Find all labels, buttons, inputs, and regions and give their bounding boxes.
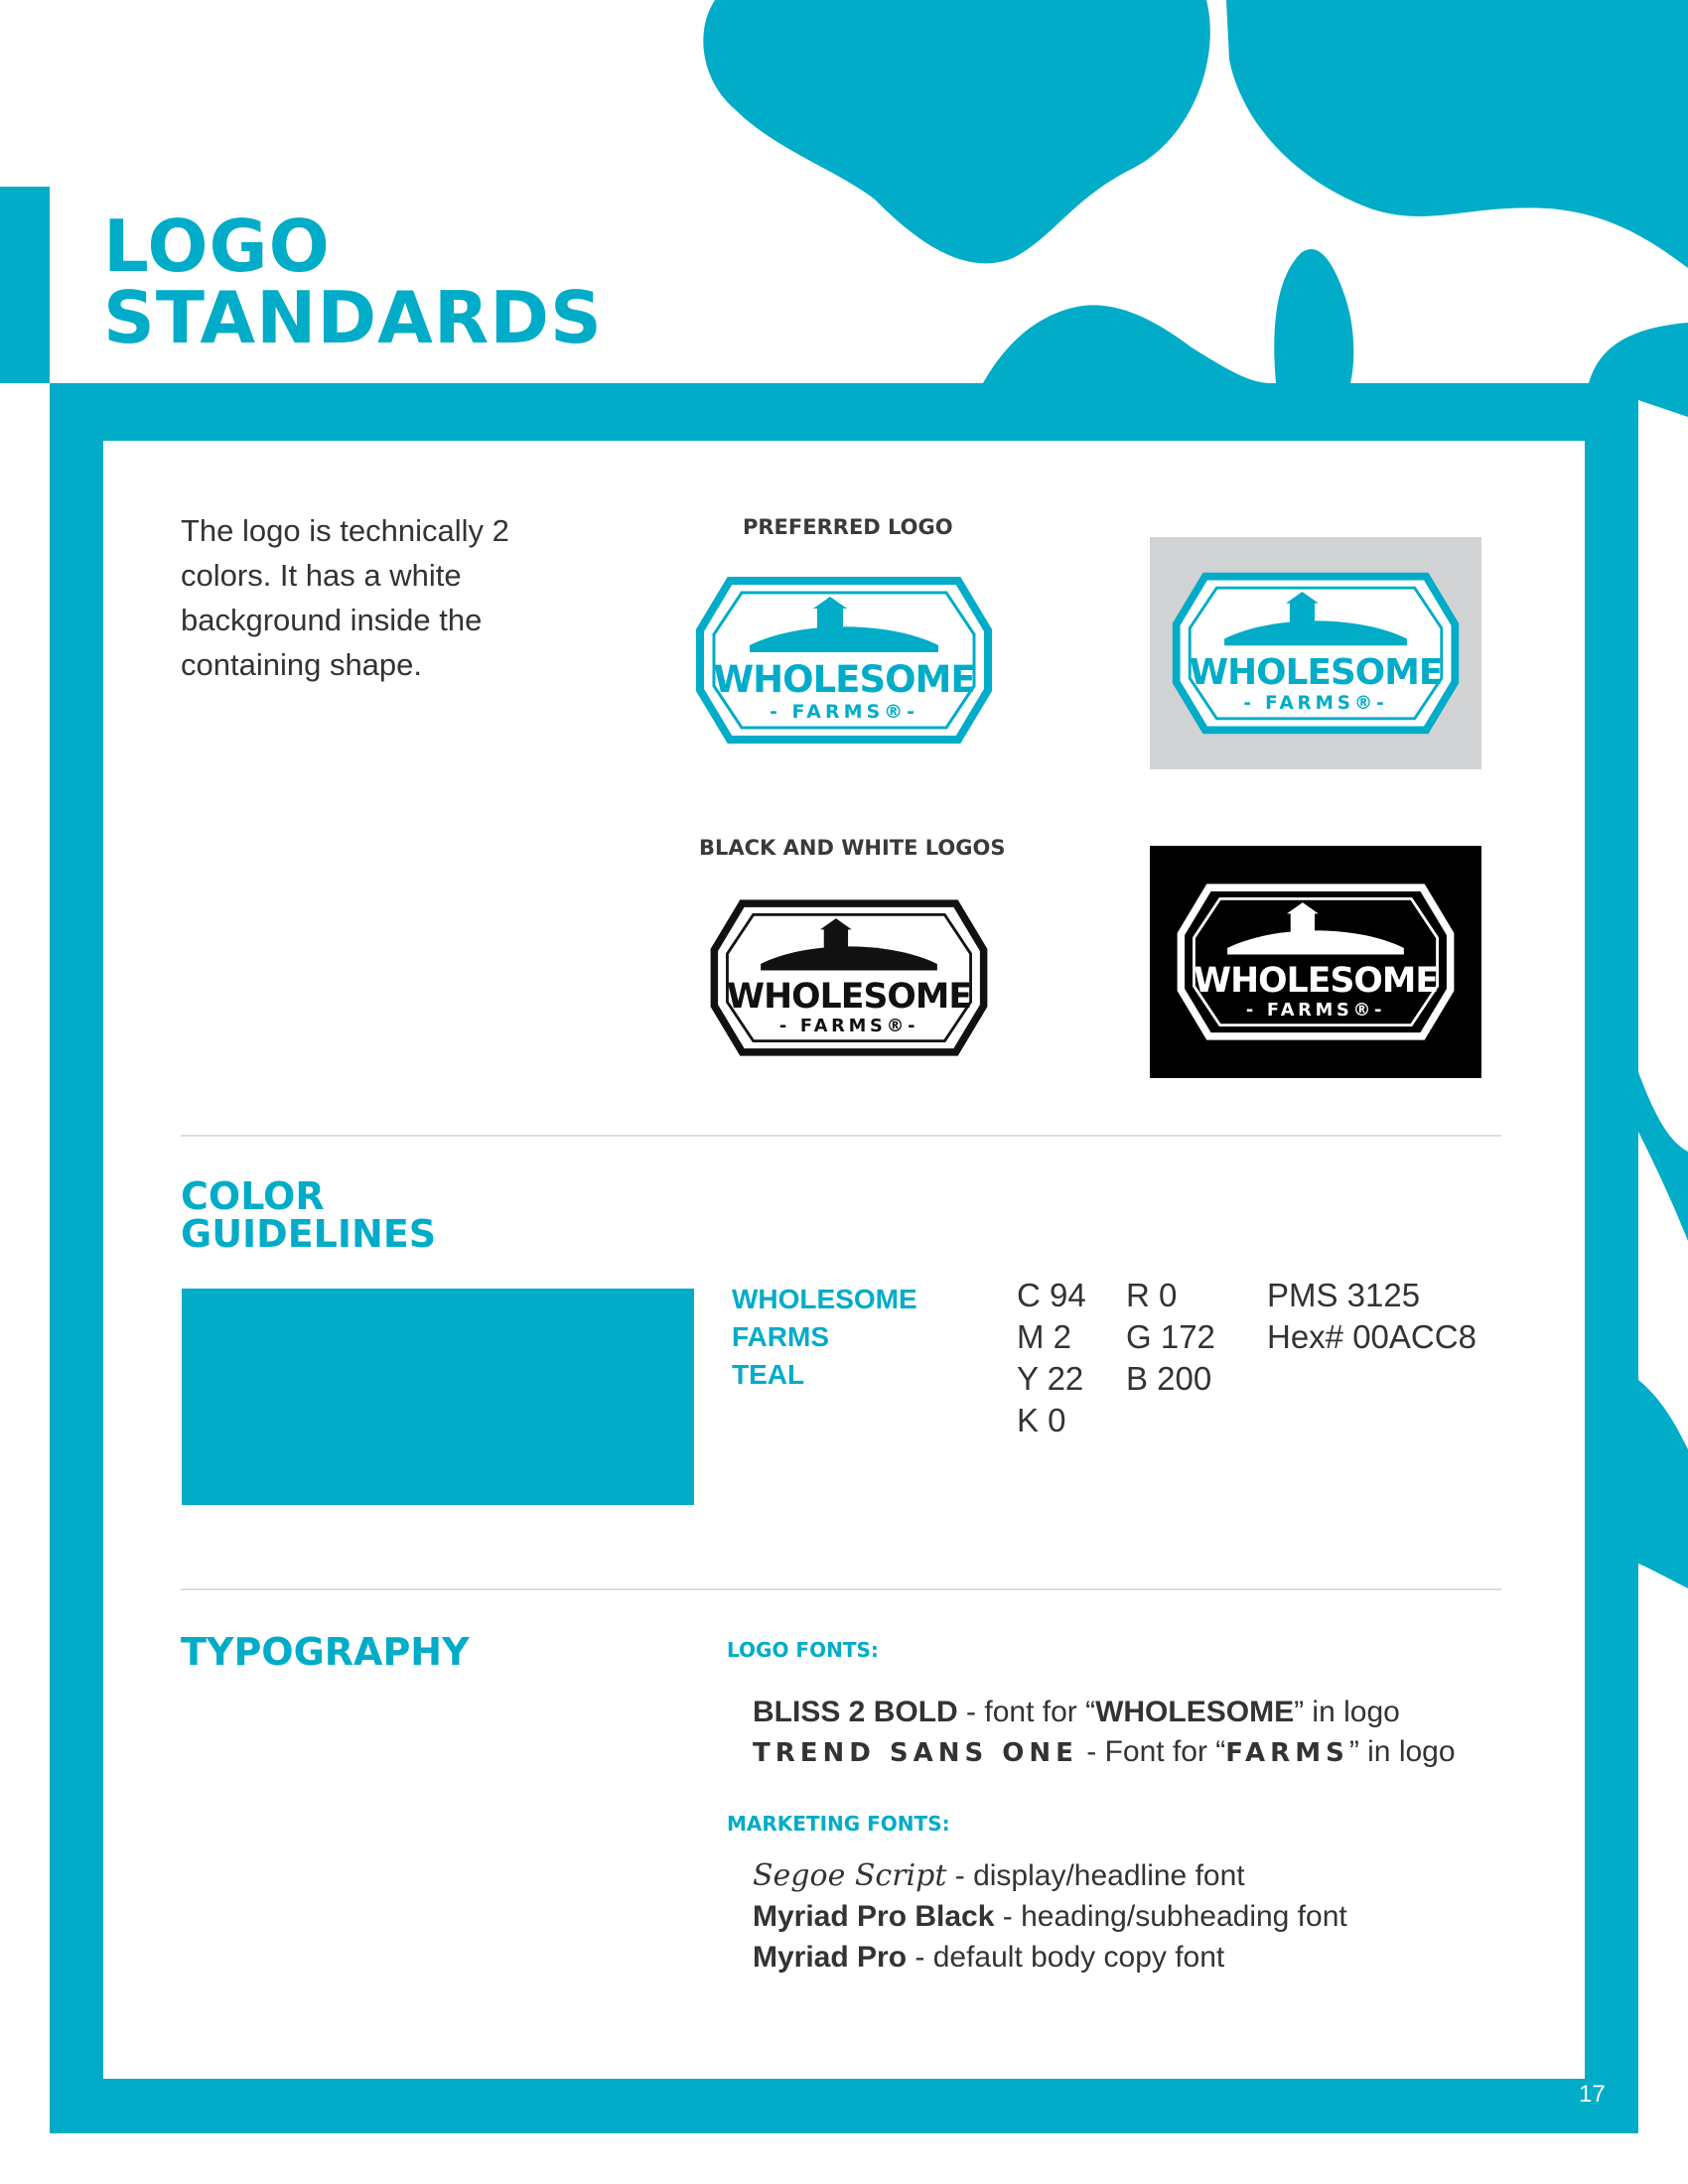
rgb-values bbox=[1126, 1275, 1215, 1400]
font-name: Myriad Pro bbox=[753, 1941, 908, 1974]
cow-spot-top-right bbox=[1226, 0, 1688, 268]
marketing-font-myriad bbox=[753, 1938, 1224, 1978]
rgb-b: B 200 bbox=[1126, 1360, 1212, 1397]
page-number: 17 bbox=[1579, 2081, 1606, 2108]
cow-spot-ear bbox=[1274, 249, 1353, 383]
color-heading-line-1: COLOR bbox=[181, 1174, 325, 1218]
font-name: Myriad Pro Black bbox=[753, 1900, 995, 1933]
logo-brand-main: WHOLESOME bbox=[1193, 960, 1439, 1001]
font-desc: - default body copy font bbox=[907, 1941, 1225, 1974]
logo-brand-main: WHOLESOME bbox=[713, 658, 975, 701]
font-target: FARMS bbox=[1225, 1738, 1349, 1768]
marketing-font-segoe bbox=[753, 1856, 1245, 1896]
section-divider bbox=[181, 1135, 1501, 1137]
title-line-1: LOGO bbox=[103, 205, 331, 288]
font-name: TREND SANS ONE bbox=[753, 1738, 1078, 1768]
wholesome-farms-logo-icon bbox=[1167, 556, 1465, 751]
logo-teal-on-white bbox=[678, 544, 1010, 776]
font-desc: - font for “ bbox=[957, 1696, 1096, 1728]
color-name-line-1: WHOLESOME bbox=[732, 1284, 917, 1314]
cmyk-k: K 0 bbox=[1017, 1402, 1066, 1438]
section-divider bbox=[181, 1588, 1501, 1590]
logo-brand-sub: - FARMS®- bbox=[1245, 1001, 1386, 1022]
font-desc: - display/headline font bbox=[946, 1859, 1245, 1892]
cow-spot-top bbox=[703, 0, 1210, 263]
pms-value: PMS 3125 bbox=[1267, 1277, 1421, 1313]
logo-teal-on-grey bbox=[1150, 537, 1481, 769]
logo-brand-main: WHOLESOME bbox=[726, 976, 972, 1017]
marketing-fonts-caption: MARKETING FONTS: bbox=[727, 1812, 950, 1836]
logo-fonts-caption: LOGO FONTS: bbox=[727, 1638, 879, 1662]
cmyk-c: C 94 bbox=[1017, 1277, 1086, 1313]
logo-brand-sub: - FARMS®- bbox=[1243, 693, 1388, 715]
cow-spot-mid bbox=[983, 305, 1271, 383]
logo-font-trend bbox=[753, 1732, 1456, 1773]
color-guidelines-heading bbox=[181, 1174, 437, 1256]
bw-logos-caption: BLACK AND WHITE LOGOS bbox=[699, 836, 1006, 860]
hex-value: Hex# 00ACC8 bbox=[1267, 1318, 1477, 1355]
cow-spot-right-bottom bbox=[1638, 1380, 1688, 1588]
wholesome-farms-logo-icon bbox=[705, 884, 993, 1072]
intro-text: The logo is technically 2 colors. It has a white background inside the containing shape. bbox=[181, 513, 509, 682]
title-line-2: STANDARDS bbox=[103, 276, 603, 359]
rgb-r: R 0 bbox=[1126, 1277, 1178, 1313]
font-desc: - Font for “ bbox=[1077, 1735, 1226, 1768]
font-desc: - heading/subheading font bbox=[994, 1900, 1347, 1933]
wholesome-farms-logo-icon bbox=[1172, 868, 1460, 1056]
color-name bbox=[732, 1281, 917, 1394]
font-name: Segoe Script bbox=[753, 1858, 947, 1893]
font-desc: ” in logo bbox=[1294, 1696, 1400, 1728]
logo-brand-sub: - FARMS®- bbox=[778, 1017, 919, 1037]
color-name-line-2: FARMS bbox=[732, 1321, 829, 1352]
font-name: BLISS 2 BOLD bbox=[753, 1696, 958, 1728]
cmyk-m: M 2 bbox=[1017, 1318, 1072, 1355]
rgb-g: G 172 bbox=[1126, 1318, 1215, 1355]
cow-spot-right-lower bbox=[1638, 1072, 1688, 1241]
logo-black-on-white bbox=[683, 862, 1015, 1094]
logo-brand-sub: - FARMS®- bbox=[769, 701, 919, 723]
logo-font-bliss bbox=[753, 1693, 1400, 1732]
title-accent-tab bbox=[0, 187, 50, 383]
font-target: WHOLESOME bbox=[1095, 1696, 1295, 1728]
font-desc: ” in logo bbox=[1348, 1735, 1456, 1768]
wholesome-farms-logo-icon bbox=[690, 561, 998, 759]
logo-brand-main: WHOLESOME bbox=[1189, 651, 1443, 693]
cmyk-y: Y 22 bbox=[1017, 1360, 1084, 1397]
logo-white-on-black bbox=[1150, 846, 1481, 1078]
pms-hex-values bbox=[1267, 1275, 1477, 1358]
color-heading-line-2: GUIDELINES bbox=[181, 1212, 437, 1256]
typography-heading: TYPOGRAPHY bbox=[181, 1630, 470, 1674]
preferred-logo-caption: PREFERRED LOGO bbox=[743, 515, 953, 539]
color-name-line-3: TEAL bbox=[732, 1359, 805, 1390]
cmyk-values bbox=[1017, 1275, 1086, 1441]
teal-color-swatch bbox=[182, 1289, 694, 1505]
page-title bbox=[103, 205, 603, 359]
marketing-font-myriad-black bbox=[753, 1897, 1347, 1937]
